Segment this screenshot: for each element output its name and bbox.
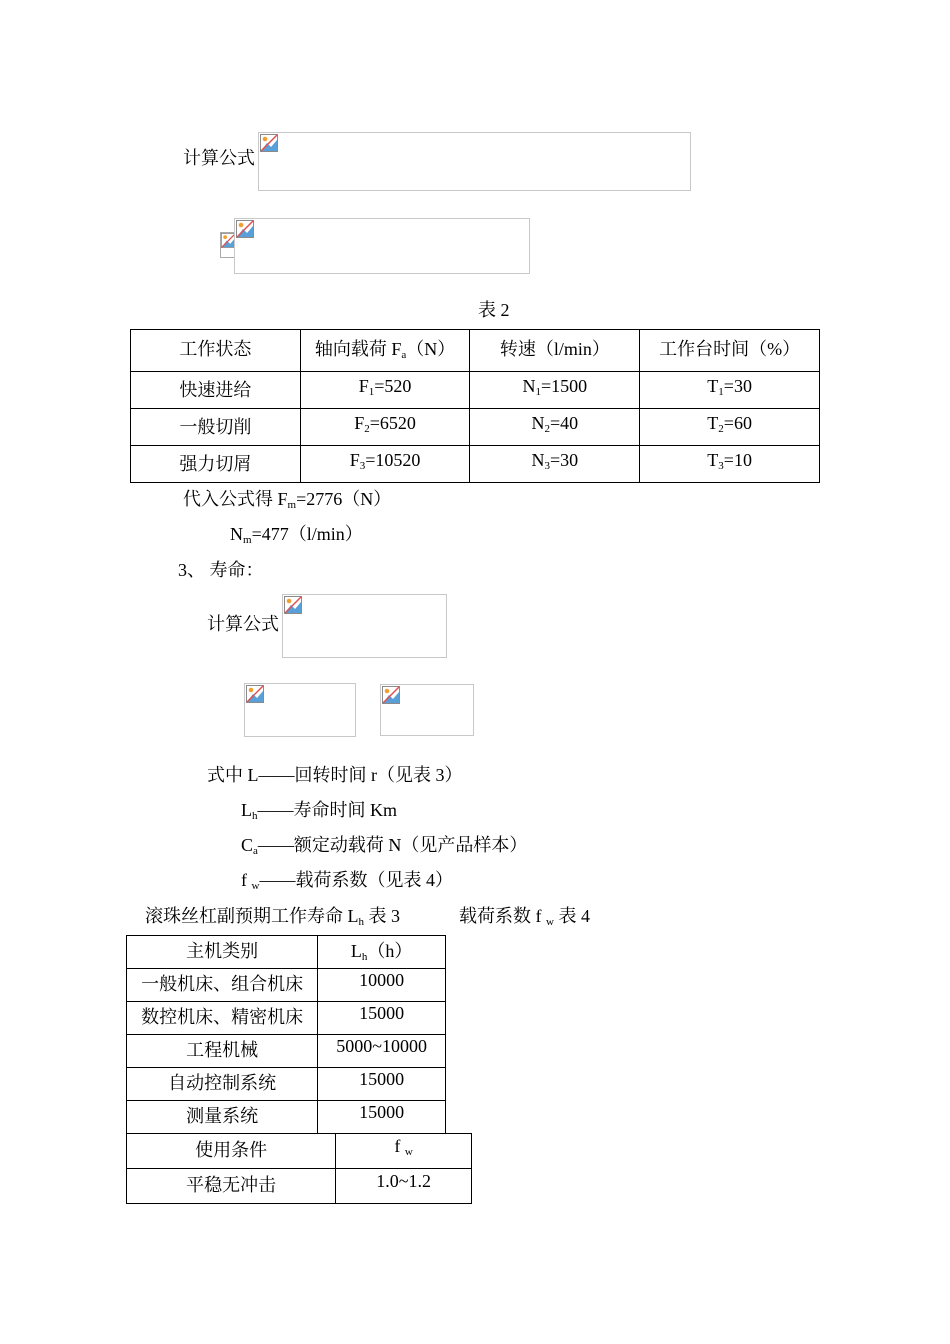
table-cell: 1.0~1.2 bbox=[336, 1169, 472, 1204]
broken-image-icon bbox=[382, 686, 400, 704]
table-cell: 测量系统 bbox=[127, 1101, 318, 1134]
table-header-cell: f $_w$ bbox=[336, 1134, 472, 1169]
table-cell: 15000 bbox=[318, 1101, 446, 1134]
table-header-row bbox=[127, 936, 446, 969]
formula-image bbox=[282, 594, 447, 658]
table-header-cell: 转速（l/min） bbox=[470, 330, 640, 372]
table-header-cell: 轴向载荷 $F_a(N)$ bbox=[300, 330, 470, 372]
table-caption: 表 2 bbox=[478, 300, 510, 320]
table-cell: 一般机床、组合机床 bbox=[127, 969, 318, 1002]
formula-image bbox=[258, 132, 691, 191]
formula-image bbox=[244, 683, 356, 737]
table-cell: $T_1=30$ bbox=[640, 372, 820, 409]
table-header-cell: 工作状态 bbox=[131, 330, 301, 372]
table-3 bbox=[126, 935, 446, 1134]
section-heading: 3、 寿命： bbox=[178, 560, 264, 580]
formula-image bbox=[380, 684, 474, 736]
table-cell: $F_3=10520$ bbox=[300, 446, 470, 483]
table-row bbox=[127, 1068, 446, 1101]
table-header-cell: 主机类别 bbox=[127, 936, 318, 969]
table-cell: 15000 bbox=[318, 1068, 446, 1101]
table-cell: 强力切屑 bbox=[131, 446, 301, 483]
table-row bbox=[127, 1035, 446, 1068]
table-cell: $N_2=40$ bbox=[470, 409, 640, 446]
table-header-row bbox=[127, 1134, 472, 1169]
table-caption: 载荷系数 f $_w$ 表 4 bbox=[459, 906, 590, 928]
table-cell: $T_3=10$ bbox=[640, 446, 820, 483]
table-cell: 自动控制系统 bbox=[127, 1068, 318, 1101]
table-cell: $N_1=1500$ bbox=[470, 372, 640, 409]
definition-ca: $C_a——$额定动载荷 N（见产品样本） bbox=[241, 835, 528, 857]
formula-label: 计算公式 bbox=[207, 614, 279, 634]
table-cell: 平稳无冲击 bbox=[127, 1169, 336, 1204]
result-fm: 代入公式得 $F_m=2776(N)$ bbox=[183, 489, 392, 511]
table-header-cell: 使用条件 bbox=[127, 1134, 336, 1169]
table-cell: 数控机床、精密机床 bbox=[127, 1002, 318, 1035]
table-4 bbox=[126, 1133, 472, 1204]
result-nm: $N_m=477(l/\min)$ bbox=[230, 524, 363, 546]
broken-image-icon bbox=[284, 596, 302, 614]
table-header-row bbox=[131, 330, 820, 372]
table-cell: 快速进给 bbox=[131, 372, 301, 409]
table-2 bbox=[130, 329, 820, 483]
definition-l: 式中 L——回转时间 r（见表 3） bbox=[207, 765, 463, 785]
table-row bbox=[127, 1101, 446, 1134]
table-cell: 15000 bbox=[318, 1002, 446, 1035]
table-cell: 10000 bbox=[318, 969, 446, 1002]
broken-image-icon bbox=[236, 220, 254, 238]
table-row bbox=[131, 372, 820, 409]
definition-lh: $L_h——$寿命时间 Km bbox=[241, 800, 397, 822]
table-cell: 一般切削 bbox=[131, 409, 301, 446]
table-row bbox=[127, 969, 446, 1002]
table-cell: $F_1=520$ bbox=[300, 372, 470, 409]
table-cell: 工程机械 bbox=[127, 1035, 318, 1068]
table-cell: $T_2=60$ bbox=[640, 409, 820, 446]
table-row bbox=[127, 1002, 446, 1035]
table-header-cell: 工作台时间（%） bbox=[640, 330, 820, 372]
table-header-cell: $L_h(h)$ bbox=[318, 936, 446, 969]
table-cell: 5000~10000 bbox=[318, 1035, 446, 1068]
table-caption: 滚珠丝杠副预期工作寿命 $L_h$ 表 3 bbox=[145, 906, 400, 928]
table-row bbox=[131, 446, 820, 483]
table-row bbox=[127, 1169, 472, 1204]
formula-label: 计算公式 bbox=[183, 148, 255, 168]
broken-image-icon bbox=[260, 134, 278, 152]
table-cell: $F_2=6520$ bbox=[300, 409, 470, 446]
table-row bbox=[131, 409, 820, 446]
definition-fw: f $_w$——载荷系数（见表 4） bbox=[241, 870, 453, 892]
formula-image bbox=[234, 218, 530, 274]
broken-image-icon bbox=[246, 685, 264, 703]
table-cell: $N_3=30$ bbox=[470, 446, 640, 483]
